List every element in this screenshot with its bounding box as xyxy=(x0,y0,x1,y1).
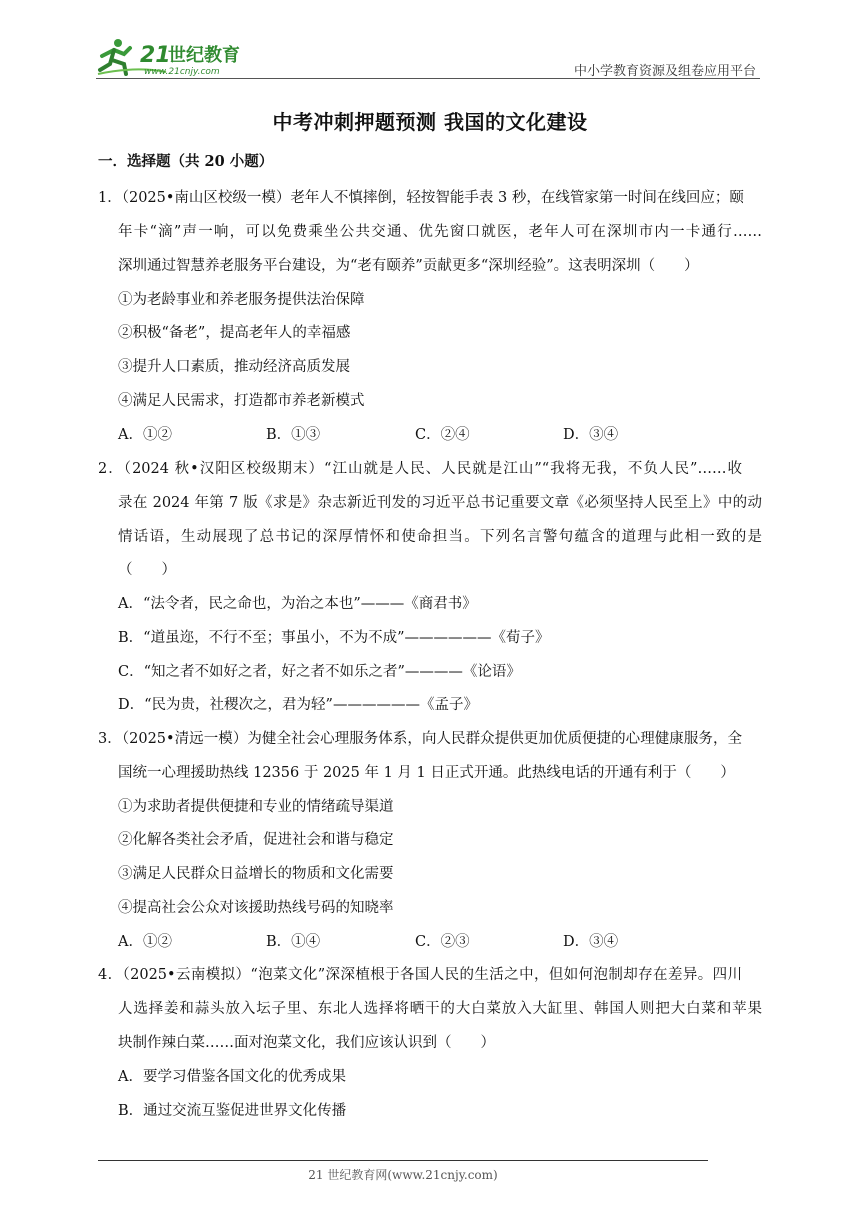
question-3-choice-a: A．①② xyxy=(118,934,172,950)
question-4-option-b: B．通过交流互鉴促进世界文化传播 xyxy=(118,1103,347,1119)
question-2-option-d: D．“民为贵，社稷次之，君为轻”——————《孟子》 xyxy=(118,697,478,713)
question-2-line-3: 情话语，生动展现了总书记的深厚情怀和使命担当。下列名言警句蕴含的道理与此相一致的是 xyxy=(118,529,762,545)
question-1-line-2: 年卡“滴”声一响，可以免费乘坐公共交通、优先窗口就医，老年人可在深圳市内一卡通行…… xyxy=(118,224,762,240)
section-heading: 一．选择题（共 20 小题） xyxy=(98,153,274,170)
question-1-item-3: ③提升人口素质，推动经济高质发展 xyxy=(118,359,350,375)
question-4-line-1: 4．（2025•云南模拟）“泡菜文化”深深植根于各国人民的生活之中，但如何泡制却存在差异。四川 xyxy=(98,967,742,983)
question-3-item-3: ③满足人民群众日益增长的物质和文化需要 xyxy=(118,866,394,882)
page-header xyxy=(96,36,760,80)
question-4-line-2: 人选择姜和蒜头放入坛子里、东北人选择将晒干的大白菜放入大缸里、韩国人则把大白菜和苹果 xyxy=(118,1001,762,1017)
header-divider xyxy=(96,78,760,79)
question-2-option-c: C．“知之者不如好之者，好之者不如乐之者”————《论语》 xyxy=(118,664,521,680)
question-2-option-b: B．“道虽迩，不行不至；事虽小，不为不成”——————《荀子》 xyxy=(118,630,550,646)
platform-name: 中小学教育资源及组卷应用平台 xyxy=(573,64,756,79)
question-3-item-1: ①为求助者提供便捷和专业的情绪疏导渠道 xyxy=(118,799,394,815)
document-title: 中考冲刺押题预测 我国的文化建设 xyxy=(272,110,588,134)
question-1-item-4: ④满足人民需求，打造都市养老新模式 xyxy=(118,393,365,409)
footer-divider xyxy=(98,1160,708,1161)
question-1-item-2: ②积极“备老”，提高老年人的幸福感 xyxy=(118,325,351,341)
question-3-line-1: 3．（2025•清远一模）为健全社会心理服务体系，向人民群众提供更加优质便捷的心理健康服务，全 xyxy=(98,731,742,747)
question-1-choice-a: A．①② xyxy=(118,427,172,443)
question-1-item-1: ①为老龄事业和养老服务提供法治保障 xyxy=(118,292,365,308)
question-1-choice-d: D．③④ xyxy=(563,427,619,443)
question-3-line-2: 国统一心理援助热线 12356 于 2025 年 1 月 1 日正式开通。此热线电话的开通有利于（ ） xyxy=(118,765,735,781)
question-4-line-3: 块制作辣白菜……面对泡菜文化，我们应该认识到（ ） xyxy=(118,1035,495,1051)
question-4-option-a: A．要学习借鉴各国文化的优秀成果 xyxy=(118,1069,346,1085)
svg-text:21: 21 xyxy=(140,43,171,68)
question-1-line-1: 1．（2025•南山区校级一模）老年人不慎摔倒，轻按智能手表 3 秒，在线管家第一时间在线回应；颐 xyxy=(98,190,744,206)
svg-text:www.21cnjy.com: www.21cnjy.com xyxy=(144,67,220,77)
question-1-choice-c: C．②④ xyxy=(415,427,470,443)
site-logo xyxy=(96,36,266,78)
question-1-choice-b: B．①③ xyxy=(266,427,321,443)
question-3-item-4: ④提高社会公众对该援助热线号码的知晓率 xyxy=(118,900,394,916)
question-2-line-4: （ ） xyxy=(118,562,176,578)
question-2-line-1: 2．（2024 秋•汉阳区校级期末）“江山就是人民、人民就是江山”“我将无我，不负人民”……收 xyxy=(98,461,742,477)
question-2-option-a: A．“法令者，民之命也，为治之本也”———《商君书》 xyxy=(118,596,477,612)
question-3-choice-b: B．①④ xyxy=(266,934,321,950)
question-2-line-2: 录在 2024 年第 7 版《求是》杂志新近刊发的习近平总书记重要文章《必须坚持人民至上》中的动 xyxy=(118,495,762,511)
question-3-item-2: ②化解各类社会矛盾，促进社会和谐与稳定 xyxy=(118,832,394,848)
question-3-choice-d: D．③④ xyxy=(563,934,619,950)
question-3-choice-c: C．②③ xyxy=(415,934,470,950)
svg-text:世纪教育: 世纪教育 xyxy=(168,45,240,66)
question-1-line-3: 深圳通过智慧养老服务平台建设，为“老有颐养”贡献更多“深圳经验”。这表明深圳（ ） xyxy=(118,258,699,274)
page-footer: 21 世纪教育网(www.21cnjy.com) xyxy=(308,1168,498,1182)
